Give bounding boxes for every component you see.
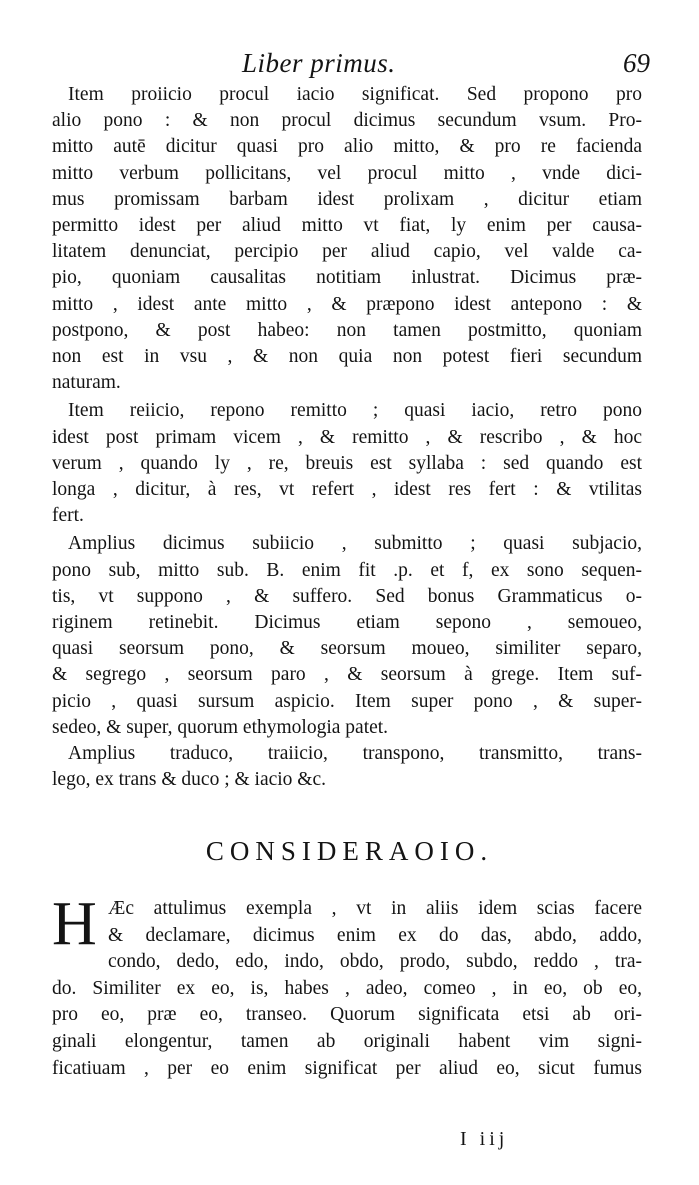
text-line: quasi seorsum pono, & seorsum moueo, similiter separo, [52,638,642,660]
text-line: mitto verbum pollicitans, vel procul mitto , vnde dici- [52,162,642,184]
text-line: Item reiicio, repono remitto ; quasi iacio, retro pono [68,400,642,422]
paragraph-3 [52,531,642,741]
page-number: 69 [623,48,650,78]
text-line: mitto autē dicitur quasi pro alio mitto, & pro re facienda [52,136,642,158]
running-title: Liber primus. [242,48,396,78]
text-line: litatem denunciat, percipio per aliud capio, vel valde ca- [52,241,642,263]
text-line: ficatiuam , per eo enim significat per aliud eo, sicut fumus [52,1057,642,1079]
text-line: lego, ex trans & duco ; & iacio &c. [52,769,327,791]
paragraph-2 [52,398,642,529]
text-line: idest post primam vicem , & remitto , & rescribo , & hoc [52,426,642,448]
text-line: pro eo, præ eo, transeo. Quorum significata etsi ab ori- [52,1004,642,1026]
text-line: sedeo, & super, quorum ethymologia patet. [52,716,389,738]
text-line: fert. [52,505,84,527]
text-line: condo, dedo, edo, indo, obdo, prodo, subdo, reddo , tra- [108,951,642,973]
text-line: pio, quoniam causalitas notitiam inlustrat. Dicimus præ- [52,267,642,289]
text-line: Item proiicio procul iacio significat. Sed propono pro [68,84,642,105]
section-heading: CONSIDERAOIO. [205,836,494,866]
text-line: naturam. [52,372,121,394]
text-line: longa , dicitur, à res, vt refert , idest res fert : & vtilitas [52,479,642,501]
text-line: ginali elongentur, tamen ab originali habent vim signi- [52,1030,642,1052]
text-line: mitto , idest ante mitto , & præpono idest antepono : & [52,293,642,315]
text-line: Amplius traduco, traiicio, transpono, transmitto, trans- [68,743,642,765]
drop-cap: H [52,890,97,958]
text-line: picio , quasi sursum aspicio. Item super pono , & super- [52,690,642,712]
text-line: non est in vsu , & non quia non potest fieri secundum [52,346,642,368]
text-line: do. Similiter ex eo, is, habes , adeo, comeo , in eo, ob eo, [52,977,642,999]
paragraph-1 [52,82,642,396]
signature-mark: I iij [460,1128,509,1150]
text-line: & segrego , seorsum paro , & seorsum à grege. Item suf- [52,664,642,686]
body-text [52,82,642,793]
text-line: riginem retinebit. Dicimus etiam sepono , semoueo, [52,612,642,634]
text-line: pono sub, mitto sub. B. enim fit .p. et f, ex sono sequen- [52,559,642,581]
final-paragraph [52,890,642,1082]
text-line: verum , quando ly , re, breuis est syllaba : sed quando est [52,452,642,474]
text-line: alio pono : & non procul dicimus secundum vsum. Pro- [52,110,642,132]
text-line: mus promissam barbam idest prolixam , dicitur etiam [52,188,642,210]
text-line: Amplius dicimus subiicio , submitto ; quasi subjacio, [68,533,642,555]
running-head [52,48,652,82]
text-line: tis, vt suppono , & suffero. Sed bonus Grammaticus o- [52,585,642,607]
text-line: & declamare, dicimus enim ex do das, abdo, addo, [108,924,642,946]
text-line: permitto idest per aliud mitto vt fiat, ly enim per causa- [52,215,642,237]
text-line: postpono, & post habeo: non tamen postmitto, quoniam [52,319,642,341]
text-line: Æc attulimus exempla , vt in aliis idem scias facere [108,898,642,919]
paragraph-4 [52,741,642,793]
